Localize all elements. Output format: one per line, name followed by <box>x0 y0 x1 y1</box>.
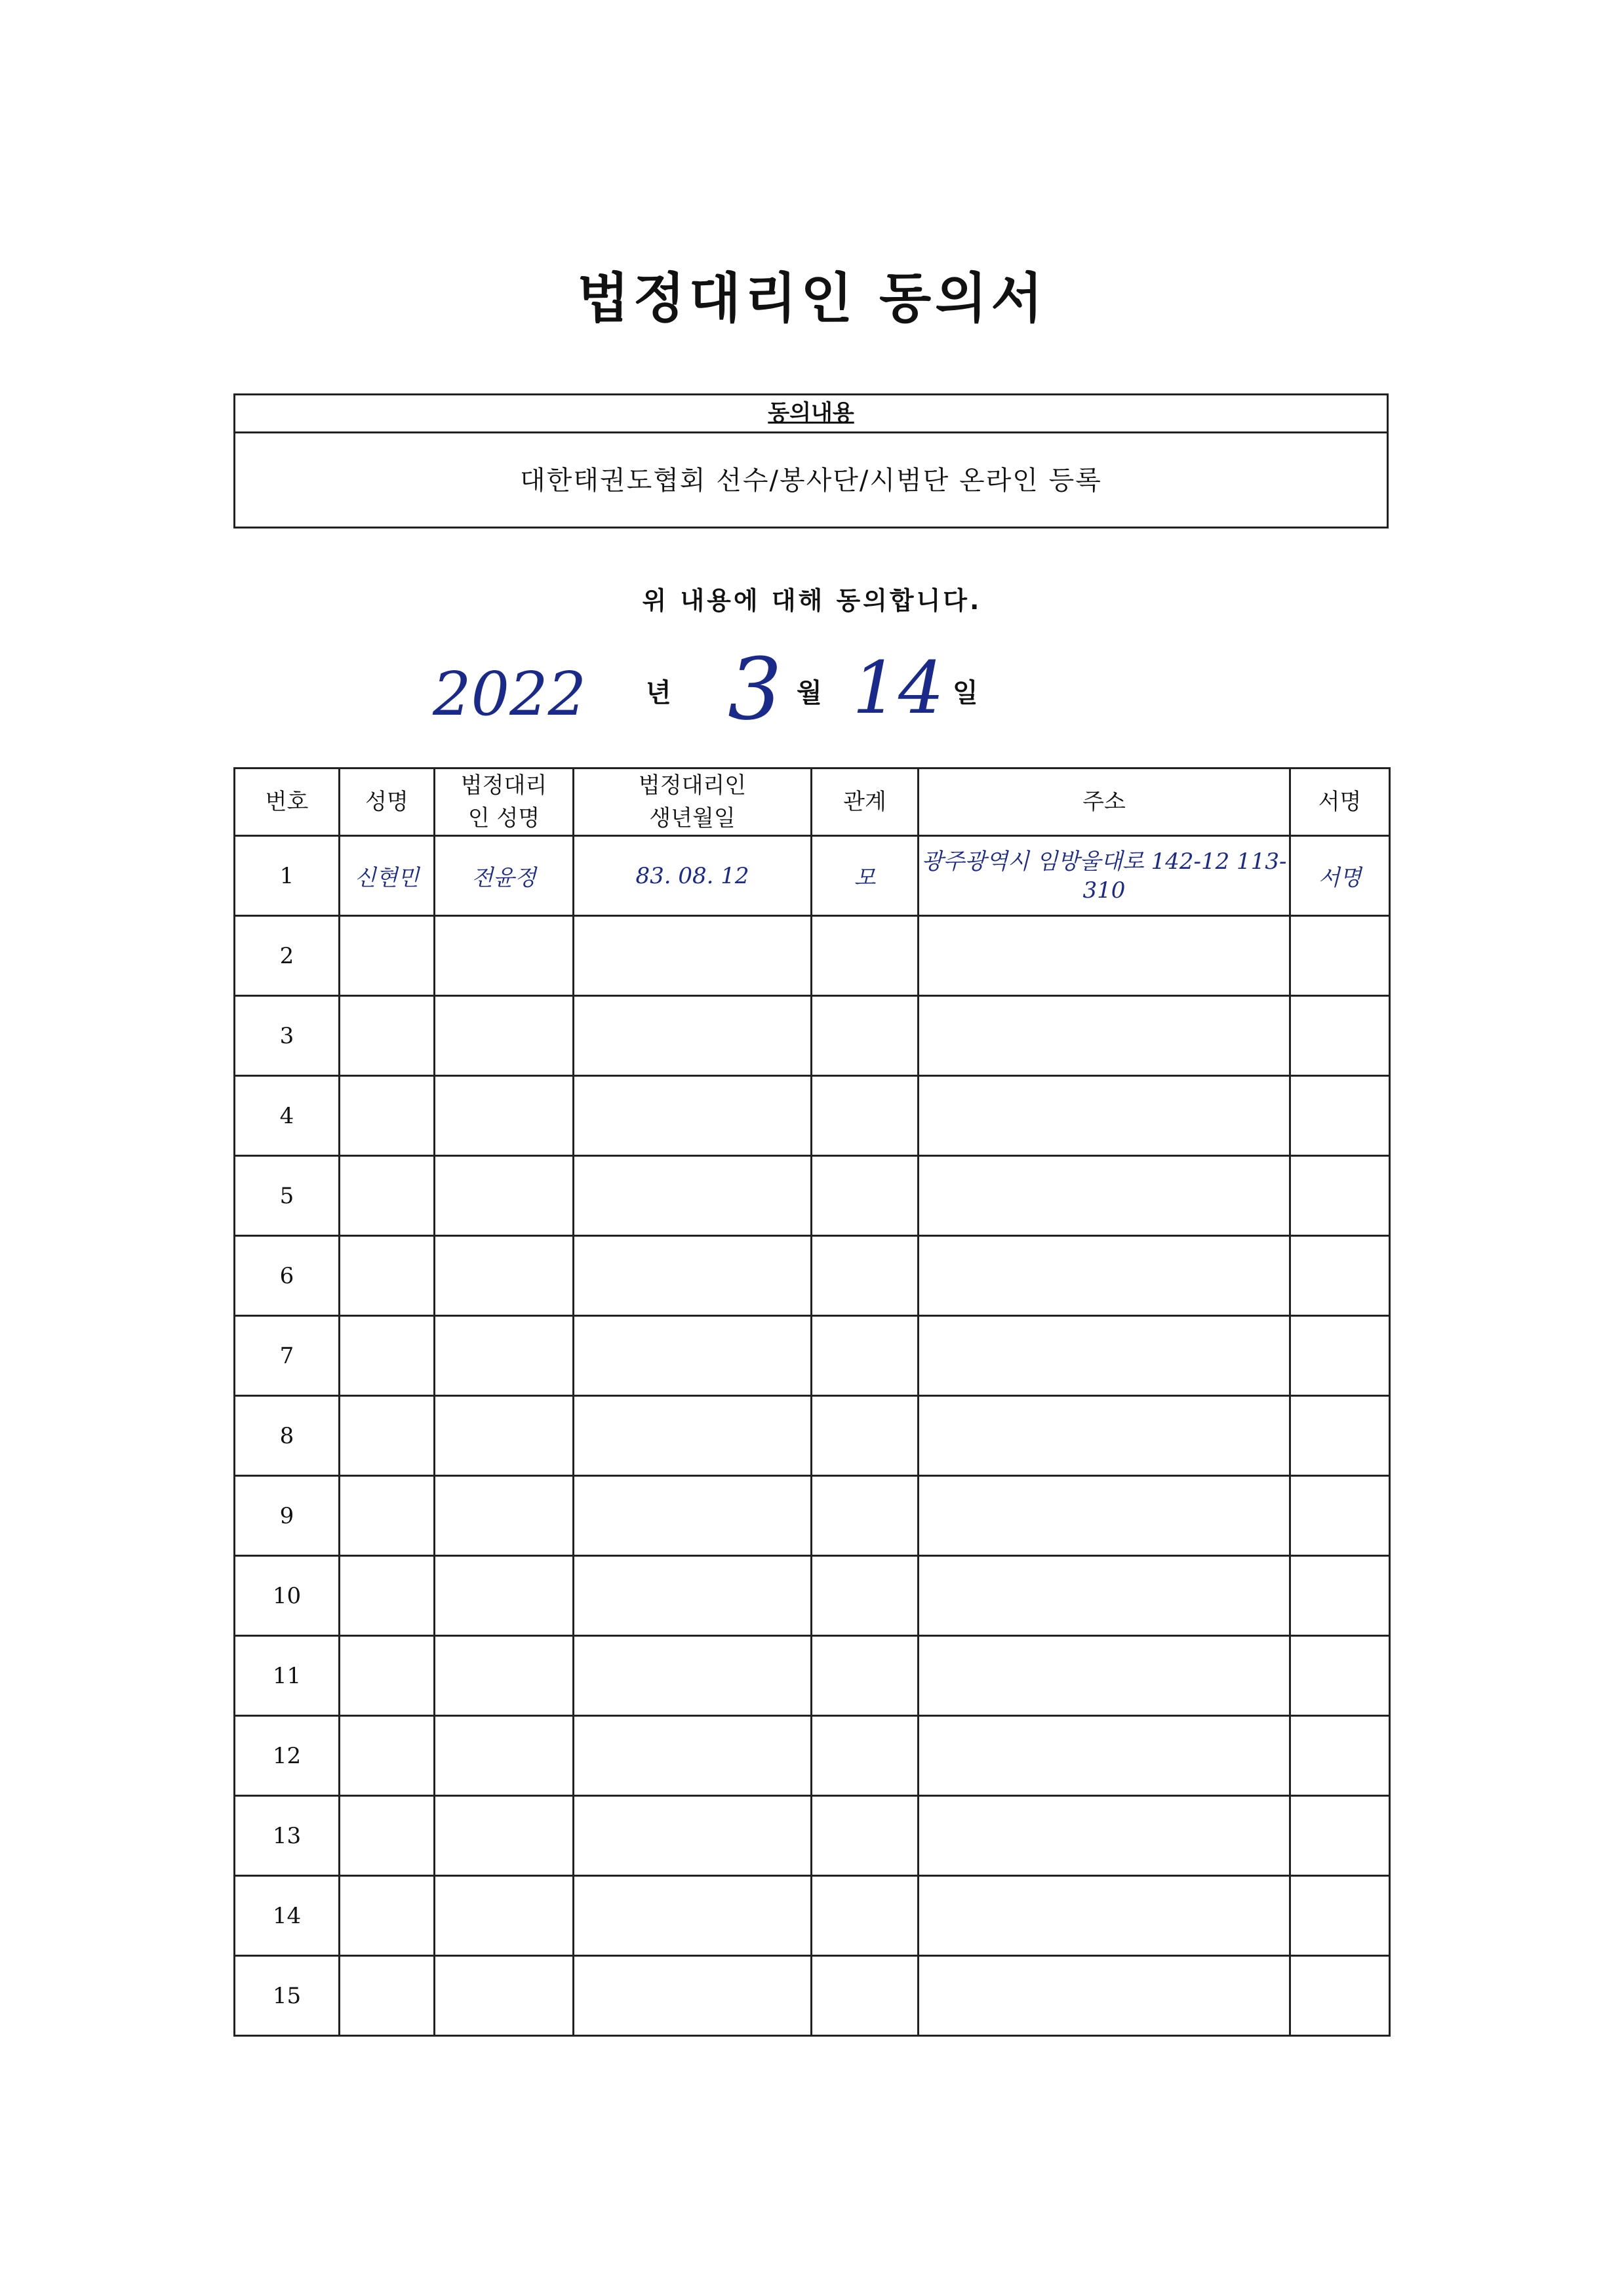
cell-signature <box>1290 1716 1390 1796</box>
cell-guardian-birth <box>574 1556 812 1636</box>
cell-guardian-birth <box>574 1236 812 1316</box>
cell-guardian-name <box>435 1636 574 1716</box>
table-row <box>235 1236 1390 1316</box>
cell-name <box>340 1956 435 2036</box>
row-number: 7 <box>235 1316 340 1396</box>
cell-name <box>340 1636 435 1716</box>
col-header-name: 성명 <box>340 768 435 836</box>
cell-relation <box>812 1636 919 1716</box>
cell-name: 신현민 <box>340 836 435 916</box>
row-number: 11 <box>235 1636 340 1716</box>
cell-signature <box>1290 1956 1390 2036</box>
table-row <box>235 1796 1390 1876</box>
table-row <box>235 1876 1390 1956</box>
table-row <box>235 836 1390 916</box>
cell-address <box>919 1156 1290 1236</box>
cell-address <box>919 1556 1290 1636</box>
cell-signature <box>1290 1556 1390 1636</box>
cell-guardian-name <box>435 1316 574 1396</box>
cell-guardian-name <box>435 1076 574 1156</box>
cell-address <box>919 1316 1290 1396</box>
row-number: 3 <box>235 996 340 1076</box>
date-month: 3 <box>728 639 782 739</box>
cell-name <box>340 1476 435 1556</box>
date-year-label: 년 <box>646 678 671 708</box>
cell-relation <box>812 1316 919 1396</box>
cell-relation <box>812 1476 919 1556</box>
row-number: 4 <box>235 1076 340 1156</box>
table-row <box>235 1476 1390 1556</box>
col-header-number: 번호 <box>235 768 340 836</box>
registration-table <box>233 767 1391 2037</box>
cell-name <box>340 1876 435 1956</box>
cell-name <box>340 916 435 996</box>
date-day: 14 <box>852 646 944 730</box>
cell-guardian-birth <box>574 916 812 996</box>
cell-signature: 서명 <box>1290 836 1390 916</box>
table-row <box>235 996 1390 1076</box>
cell-signature <box>1290 1076 1390 1156</box>
cell-address <box>919 1476 1290 1556</box>
cell-signature <box>1290 996 1390 1076</box>
cell-address: 광주광역시 임방울대로 142-12 113-310 <box>919 836 1290 916</box>
cell-guardian-name <box>435 1796 574 1876</box>
cell-guardian-name <box>435 1716 574 1796</box>
row-number: 1 <box>235 836 340 916</box>
cell-name <box>340 1156 435 1236</box>
cell-name <box>340 996 435 1076</box>
cell-signature <box>1290 1236 1390 1316</box>
cell-guardian-birth <box>574 1396 812 1476</box>
consent-body: 대한태권도협회 선수/봉사단/시범단 온라인 등록 <box>520 466 1102 496</box>
cell-guardian-name <box>435 996 574 1076</box>
table-row <box>235 1556 1390 1636</box>
row-number: 6 <box>235 1236 340 1316</box>
table-header-row <box>235 768 1390 836</box>
cell-guardian-name: 전윤정 <box>435 836 574 916</box>
cell-name <box>340 1316 435 1396</box>
cell-relation <box>812 916 919 996</box>
cell-guardian-birth <box>574 1956 812 2036</box>
cell-address <box>919 916 1290 996</box>
table-row <box>235 1396 1390 1476</box>
cell-name <box>340 1236 435 1316</box>
cell-guardian-name <box>435 1876 574 1956</box>
cell-relation <box>812 1956 919 2036</box>
cell-guardian-name <box>435 1956 574 2036</box>
cell-relation <box>812 1076 919 1156</box>
cell-relation <box>812 1156 919 1236</box>
cell-guardian-birth <box>574 1076 812 1156</box>
row-number: 14 <box>235 1876 340 1956</box>
date-row <box>0 639 1624 739</box>
cell-signature <box>1290 1796 1390 1876</box>
cell-address <box>919 1636 1290 1716</box>
cell-name <box>340 1076 435 1156</box>
cell-relation <box>812 1796 919 1876</box>
col-header-guardian-name: 법정대리인 성명 <box>435 768 574 836</box>
cell-relation <box>812 1556 919 1636</box>
cell-address <box>919 1236 1290 1316</box>
row-number: 12 <box>235 1716 340 1796</box>
col-header-guardian-birth: 법정대리인 생년월일 <box>574 768 812 836</box>
col-header-signature: 서명 <box>1290 768 1390 836</box>
cell-relation <box>812 1716 919 1796</box>
cell-guardian-birth <box>574 1716 812 1796</box>
cell-guardian-birth <box>574 1876 812 1956</box>
cell-address <box>919 1716 1290 1796</box>
cell-signature <box>1290 1476 1390 1556</box>
table-row <box>235 1716 1390 1796</box>
table-row <box>235 1316 1390 1396</box>
table-row <box>235 1956 1390 2036</box>
table-row <box>235 1076 1390 1156</box>
consent-header-label: 동의내용 <box>768 400 854 426</box>
cell-guardian-name <box>435 1396 574 1476</box>
cell-address <box>919 1076 1290 1156</box>
cell-guardian-name <box>435 1556 574 1636</box>
row-number: 13 <box>235 1796 340 1876</box>
col-header-relation: 관계 <box>812 768 919 836</box>
row-number: 9 <box>235 1476 340 1556</box>
cell-signature <box>1290 916 1390 996</box>
cell-address <box>919 1796 1290 1876</box>
cell-guardian-name <box>435 1476 574 1556</box>
consent-box <box>233 393 1389 529</box>
consent-header <box>235 395 1387 433</box>
cell-name <box>340 1556 435 1636</box>
cell-signature <box>1290 1396 1390 1476</box>
cell-relation <box>812 1236 919 1316</box>
cell-address <box>919 1876 1290 1956</box>
cell-signature <box>1290 1316 1390 1396</box>
table-row <box>235 916 1390 996</box>
agree-statement: 위 내용에 대해 동의합니다. <box>642 586 982 615</box>
cell-name <box>340 1796 435 1876</box>
row-number: 5 <box>235 1156 340 1236</box>
document-title: 법정대리인 동의서 <box>577 268 1047 330</box>
table-row <box>235 1636 1390 1716</box>
cell-guardian-birth <box>574 1156 812 1236</box>
col-header-address: 주소 <box>919 768 1290 836</box>
cell-relation <box>812 1396 919 1476</box>
row-number: 2 <box>235 916 340 996</box>
cell-address <box>919 996 1290 1076</box>
date-year: 2022 <box>433 659 587 729</box>
cell-guardian-birth <box>574 1476 812 1556</box>
cell-address <box>919 1396 1290 1476</box>
cell-guardian-birth <box>574 1636 812 1716</box>
row-number: 8 <box>235 1396 340 1476</box>
cell-guardian-birth <box>574 996 812 1076</box>
cell-guardian-birth: 83. 08. 12 <box>574 836 812 916</box>
row-number: 10 <box>235 1556 340 1636</box>
cell-name <box>340 1396 435 1476</box>
cell-guardian-birth <box>574 1796 812 1876</box>
cell-signature <box>1290 1876 1390 1956</box>
cell-guardian-name <box>435 1236 574 1316</box>
cell-relation: 모 <box>812 836 919 916</box>
row-number: 15 <box>235 1956 340 2036</box>
cell-relation <box>812 996 919 1076</box>
date-month-label: 월 <box>797 678 822 708</box>
cell-guardian-birth <box>574 1316 812 1396</box>
table-row <box>235 1156 1390 1236</box>
cell-signature <box>1290 1636 1390 1716</box>
cell-signature <box>1290 1156 1390 1236</box>
cell-address <box>919 1956 1290 2036</box>
cell-guardian-name <box>435 1156 574 1236</box>
cell-relation <box>812 1876 919 1956</box>
date-day-label: 일 <box>953 678 978 708</box>
cell-name <box>340 1716 435 1796</box>
cell-guardian-name <box>435 916 574 996</box>
